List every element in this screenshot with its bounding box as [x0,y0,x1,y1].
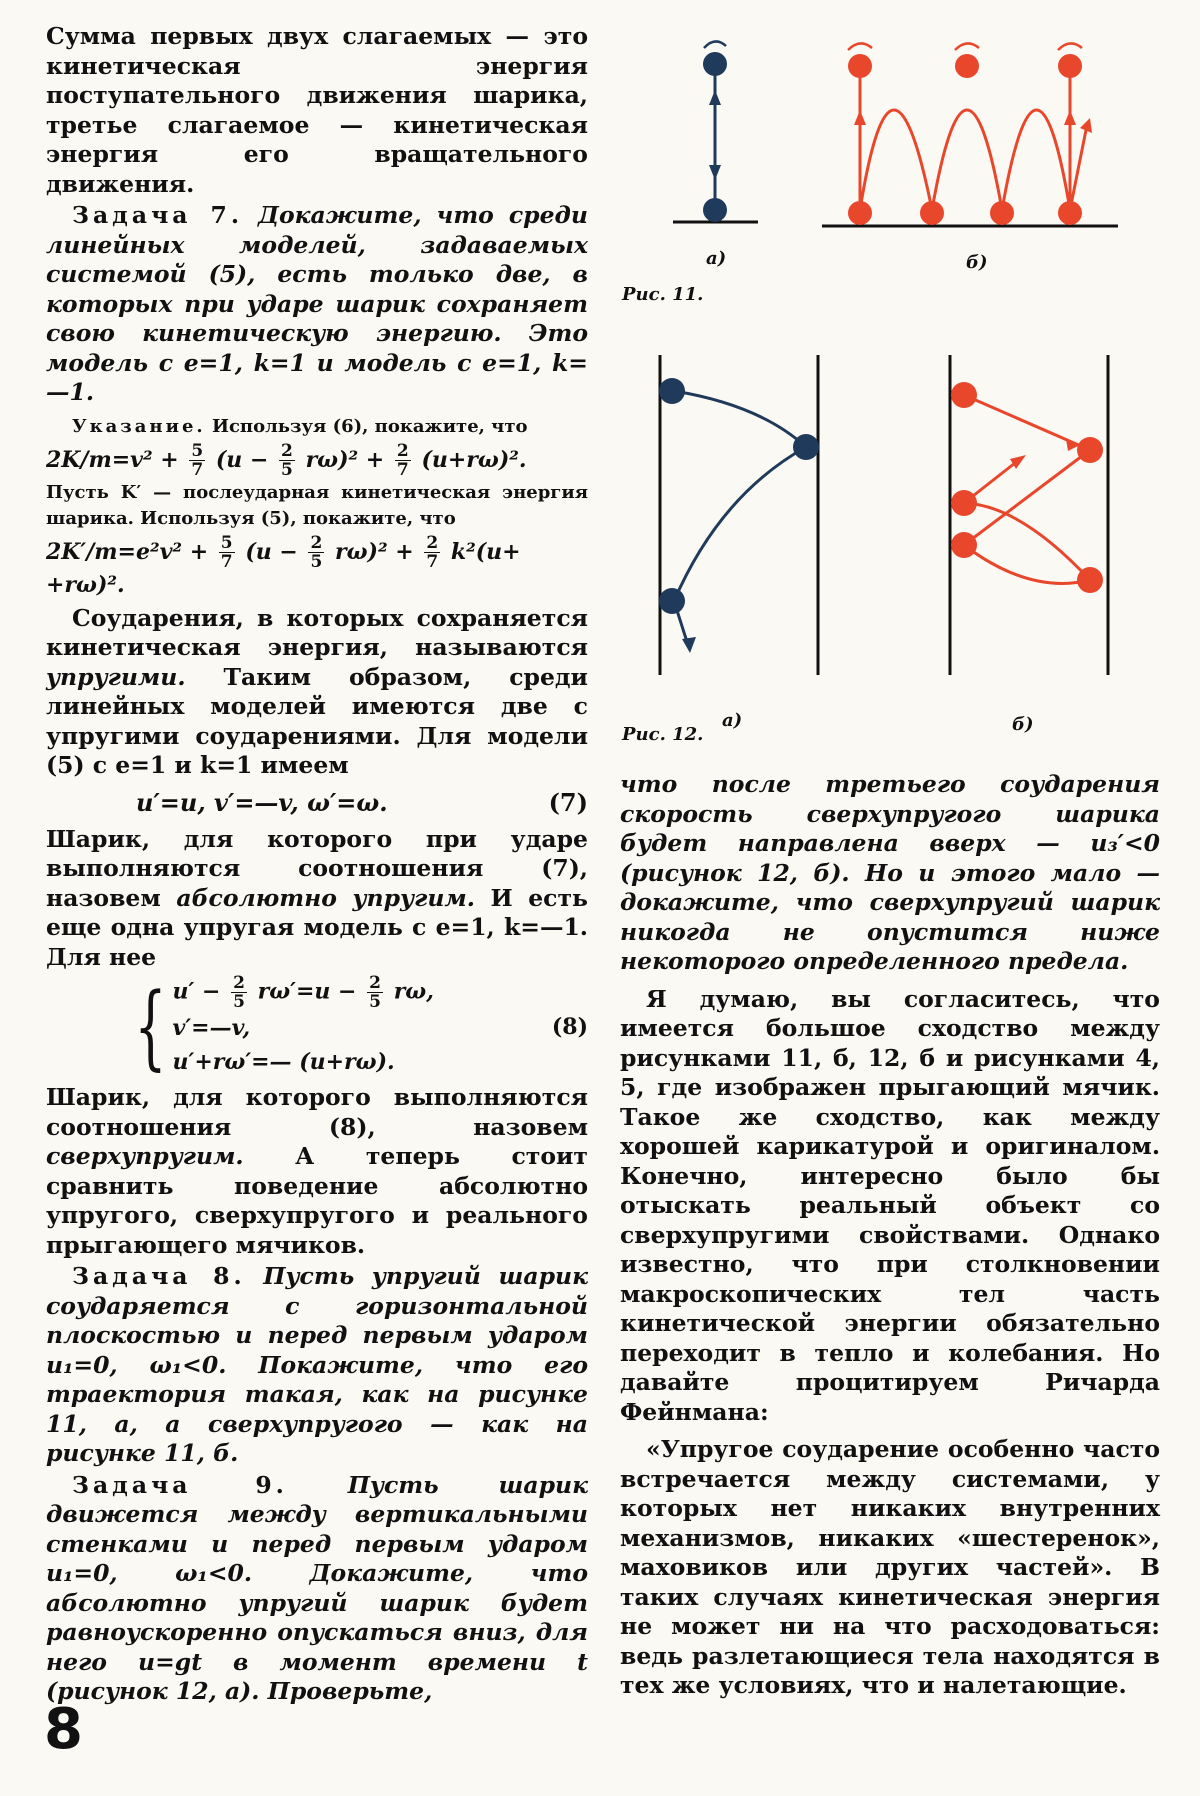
equation-8-lines [173,974,434,1079]
frac-num: 2 [233,973,245,993]
ball-bottom [1058,201,1082,225]
frac-num: 2 [281,441,293,461]
figure-12b-label: б) [1012,714,1034,735]
paragraph-feynman-quote: «Упругое соударение особенно часто встречается между системами, у которых нет никаких внутренних механизмов, никаких «шестеренок», маховиков или других частей». В таких случаях кинетическая энергия не может ни на что расходоваться: ведь разлетающиеся тела находятся в тех же условиях, что и налетающие. [620,1435,1160,1699]
formula-part: (u+rω)². [421,446,527,473]
text-part: Соударения, в которых сохраняется кинетическая энергия, называются [46,603,588,661]
arrow-down-icon [709,165,721,180]
formula-part: rω, [393,978,434,1005]
rotation-arrow-icon [955,43,979,50]
task-9-label: Задача 9. [72,1470,288,1499]
paragraph-superelastic [46,1083,588,1260]
formula-part: u′ − [172,978,221,1005]
figure-11b [822,30,1122,230]
arrow-down-icon [682,637,696,653]
ball [659,378,685,404]
rotation-arrow-icon [848,43,872,50]
frac-num: 2 [369,973,382,993]
right-column [620,770,1160,1701]
frac-num: 2 [310,533,323,553]
formula-part: rω)² + [305,446,385,473]
equation-8 [46,974,588,1079]
frac-num: 5 [220,533,233,553]
ball-top [1058,54,1082,78]
figure-12-caption: Рис. 12. [622,724,704,745]
rotation-arrow-icon [704,41,726,48]
frac-num: 2 [396,441,409,461]
equation-number: (7) [548,787,588,817]
task-8-text: Пусть упругий шарик соударяется с горизонтальной плоскостью и перед первым ударом u₁=0, ω₁<0. Покажите, что его траектория такая, как на рисунке 11, а, а сверхупругого — как на рисунке 11, б. [46,1262,588,1467]
figure-12b [940,355,1120,675]
frac-den: 7 [396,460,409,480]
figure-11a-label: а) [706,248,727,269]
task-9-text: Пусть шарик движется между вертикальными стенками и перед первым ударом u₁=0, ω₁<0. Докажите, что абсолютно упругий шарик будет равноускоренно опускаться вниз, для него u=gt в момент времени t (рисунок 12, а). Проверьте, [46,1470,588,1705]
hint-text-2: Пусть K′ — послеударная кинетическая энергия шарика. Используя (5), покажите, что [46,481,588,529]
equation-8-line-1 [173,974,434,1011]
task-8 [46,1262,588,1469]
frac-den: 7 [220,552,233,572]
fraction [308,534,324,571]
fraction [279,442,295,479]
frac-den: 7 [191,460,204,480]
equation-8-line-2: v′=—v, [172,1015,251,1041]
fraction [395,442,411,479]
task-7-text: Докажите, что среди линейных моделей, задаваемых системой (5), есть только две, в которых при ударе шарик сохраняет свою кинетическую энергию. Это модель с e=1, k=1 и модель с e=1, k=—1. [46,201,588,406]
formula-part: (u − [215,446,269,473]
paragraph-similarity: Я думаю, вы согласитесь, что имеется большое сходство между рисунками 11, б, 12, б и рисунками 4, 5, где изображен прыгающий мячик. Такое же сходство, как между хорошей карикатурой и оригиналом. Конечно, интересно было бы отыскать реальный объект со сверхупругими свойствами. Однако известно, что при столкновении макроскопических тел часть кинетической энергии обязательно переходит в тепло и колебания. Но давайте процитируем Ричарда Фейнмана: [620,984,1160,1426]
task-9 [46,1471,588,1707]
term-elastic: упругими. [46,662,186,691]
arrow-icon [1064,110,1076,125]
ball-bottom [703,198,727,222]
ball [793,434,819,460]
frac-den: 7 [426,552,439,572]
trajectory [964,395,1090,583]
figure-12a [650,355,850,675]
text-part: И есть еще одна упругая модель с e=1, k=—1. Для нее [46,883,588,971]
trajectory [674,391,806,645]
figure-11b-label: б) [966,252,988,273]
fraction [189,442,205,479]
left-column [46,22,588,1707]
ball [1077,567,1103,593]
task-8-label: Задача 8. [72,1262,246,1290]
formula-kinetic-energy [46,440,588,480]
ball-bottom [920,201,944,225]
formula-part: 2K/m=v² + [46,446,179,473]
formula-continuation: +rω)². [46,571,125,598]
frac-den: 5 [310,552,323,572]
arrow-icon [854,110,866,125]
hint-text-1: Используя (6), покажите, что [211,415,528,437]
figure-11-caption: Рис. 11. [622,284,704,305]
brace: { [134,972,167,1080]
equation-8-line-3: u′+rω′=— (u+rω). [172,1049,395,1075]
rotation-arrow-icon [1058,43,1082,50]
task-7 [46,201,588,408]
text-part: Таким образом, среди линейных моделей имеются две с упругими соударениями. Для модели (5) с e=1 и k=1 имеем [46,662,588,779]
text-part: Шарик, для которого выполняются соотношения (8), назовем [46,1083,588,1141]
fraction [367,974,383,1011]
frac-den: 5 [281,460,293,480]
hint-label: Указание. [72,415,206,437]
formula-part: 2K′/m=e²v² + [46,538,209,565]
formula-part: rω)² + [335,538,414,565]
figure-11a [668,30,768,230]
term-absolute-elastic: абсолютно упругим. [176,883,475,912]
paragraph-absolute-elastic [46,825,588,973]
equation-body: u′=u, v′=—v, ω′=ω. [136,787,388,817]
task-7-label: Задача 7. [72,201,244,229]
ball-bottom [990,201,1014,225]
frac-den: 5 [369,992,382,1012]
ball [951,490,977,516]
ball-top [955,54,979,78]
text-part: А теперь стоит сравнить поведение абсолютно упругого, сверхупругого и реального прыгающего мячиков. [46,1142,588,1259]
ball-top [848,54,872,78]
formula-part: (u − [245,538,298,565]
ball [659,588,685,614]
equation-7 [46,781,588,825]
frac-num: 2 [426,533,439,553]
paragraph-elastic [46,604,588,781]
formula-part: rω′=u − [257,978,357,1005]
frac-den: 5 [233,992,245,1012]
fraction [231,974,247,1011]
ball [1077,437,1103,463]
frac-num: 5 [191,441,204,461]
page-number: 8 [44,1697,83,1762]
paragraph-energy-sum: Сумма первых двух слагаемых — это кинетическая энергия поступательного движения шарика, третье слагаемое — кинетическая энергия его вращательного движения. [46,22,588,198]
ball-top [703,52,727,76]
fraction [424,534,440,571]
formula-part: k²(u+ [450,538,521,565]
figure-12a-label: а) [722,710,743,731]
fraction [219,534,235,571]
ball [951,382,977,408]
ball-bottom [848,201,872,225]
task-9-continuation: что после третьего соударения скорость сверхупругого шарика будет направлена вверх — u₃′<0 (рисунок 12, б). Но и этого мало — докажите, что сверхупругий шарик никогда не опустится ниже некоторого определенного предела. [620,770,1160,975]
text-part: Шарик, для которого при ударе выполняются соотношения (7), назовем [46,824,588,912]
term-superelastic: сверхупругим. [46,1142,244,1170]
ball [951,532,977,558]
equation-number: (8) [551,1013,588,1040]
arrow-up-icon [709,90,721,105]
formula-post-impact-energy [46,532,588,572]
hint [46,414,588,440]
bounce-trajectory [860,70,1087,210]
